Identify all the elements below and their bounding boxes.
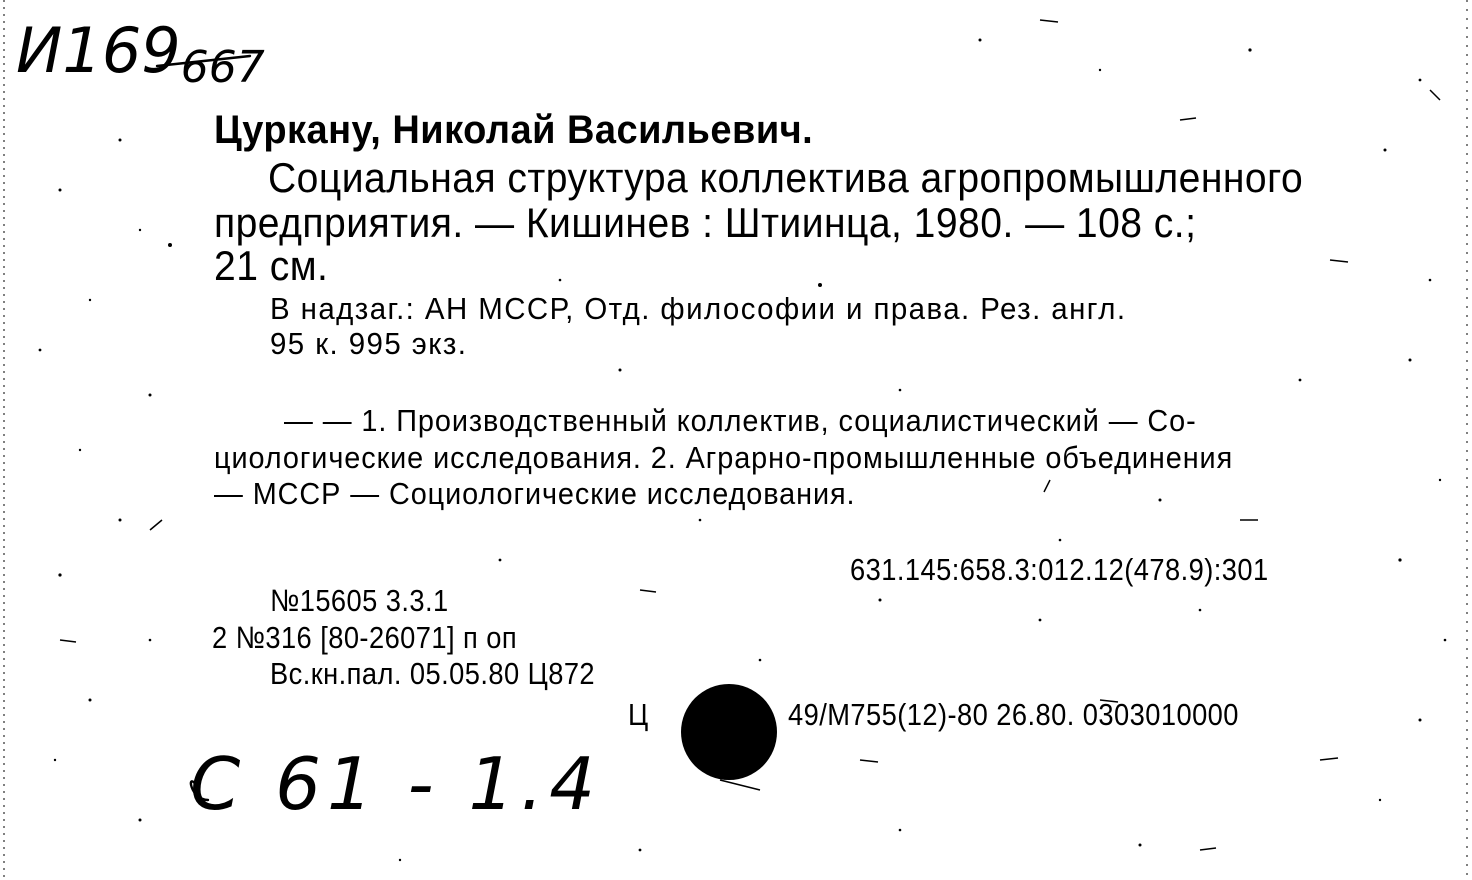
record-line-1: №15605 3.3.1 [270, 583, 449, 618]
handwritten-call-number: С 61 - 1.4 [190, 742, 602, 826]
punch-hole [681, 684, 777, 780]
title-line-2: предприятия. — Кишинев : Штиинца, 1980. — 108 с.; [214, 199, 1197, 246]
record-line-2: 2 №316 [80-26071] п оп [212, 620, 518, 655]
title-line-1: Социальная структура коллектива агропромышленного [268, 154, 1304, 201]
subject-line-2: циологические исследования. 2. Аграрно-промышленные объединения [214, 440, 1234, 475]
handwritten-shelfmark [16, 14, 265, 93]
record-line-3: Вс.кн.пал. 05.05.80 Ц872 [270, 656, 596, 691]
subject-line-3: — МССР — Социологические исследования. [214, 476, 856, 511]
shelfmark-sub: 667 [180, 42, 265, 93]
note-line-2: 95 к. 995 экз. [270, 326, 468, 361]
author-heading: Цуркану, Николай Васильевич. [214, 108, 814, 152]
title-line-3: 21 см. [214, 242, 329, 289]
bottom-prefix: Ц [628, 697, 649, 732]
bottom-code: 49/М755(12)-80 26.80. 0303010000 [788, 697, 1239, 732]
note-line-1: В надзаг.: АН МССР, Отд. философии и права. Рез. англ. [270, 291, 1127, 326]
udc-classification: 631.145:658.3:012.12(478.9):301 [850, 552, 1269, 587]
shelfmark-main: И169 [16, 14, 181, 87]
subject-line-1: — — 1. Производственный коллектив, социалистический — Со- [284, 403, 1197, 438]
